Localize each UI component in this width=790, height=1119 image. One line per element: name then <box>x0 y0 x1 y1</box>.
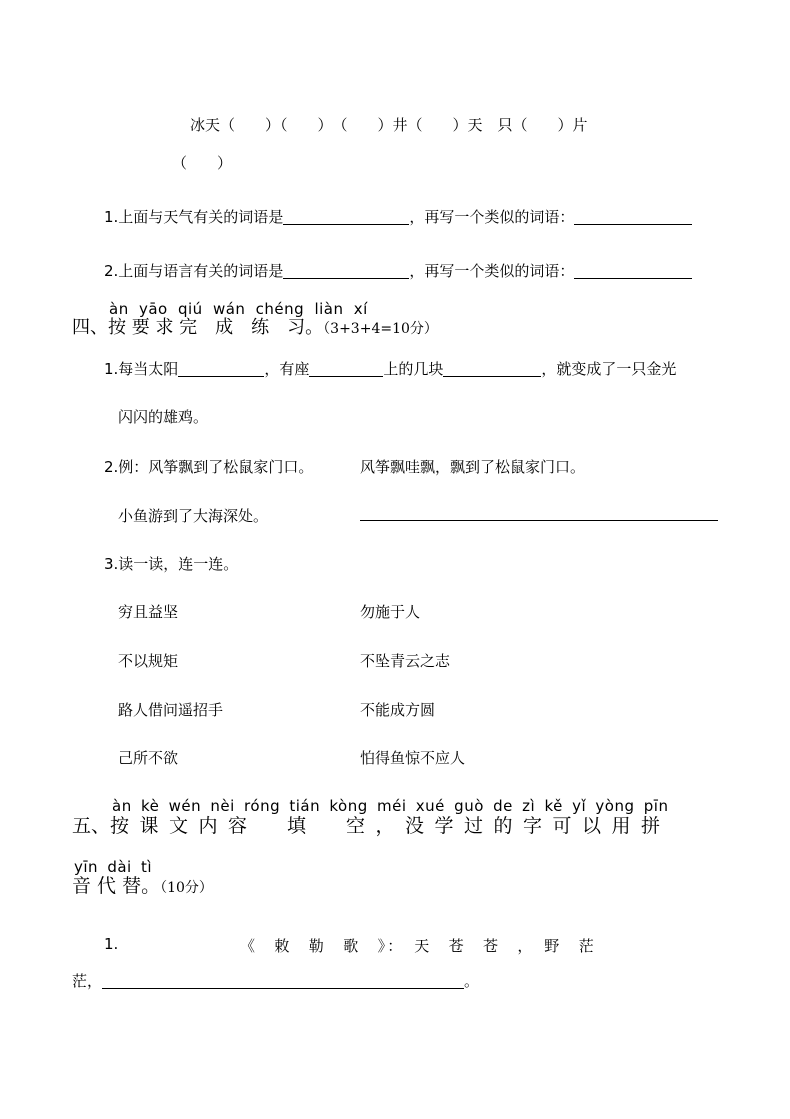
section-5-pinyin-line1: àn kè wén nèi róng tián kòng méi xué guò de zì kě yǐ yòng pīn <box>112 797 669 815</box>
item-4-2-example: 2.例：风筝飘到了松鼠家门口。 <box>104 458 314 476</box>
match-right-item[interactable]: 怕得鱼惊不应人 <box>360 749 466 767</box>
item-4-1-continuation: 闪闪的雄鸡。 <box>118 408 209 426</box>
fill-row-line1: 冰天（ ）（ ） （ ）井（ ）天 只（ ）片 <box>190 116 588 134</box>
section-4-title: 按 要 求 完 成 练 习。 <box>108 317 324 338</box>
fill-row-line2: （ ） <box>172 154 233 172</box>
answer-blank[interactable] <box>178 360 264 377</box>
answer-blank[interactable] <box>574 208 692 225</box>
item-4-1-text-a: 1.每当太阳 <box>104 360 179 378</box>
answer-blank[interactable] <box>283 208 409 225</box>
item-5-1-line2-end: 。 <box>464 972 480 990</box>
item-5-1-line2-start: 茫， <box>72 972 103 990</box>
item-4-1-text-b: ，有座 <box>264 360 310 378</box>
match-right-item[interactable]: 勿施于人 <box>360 603 421 621</box>
section-5-title-line1: 按课文内容 填 空，没学过的字可以用拼 <box>110 815 671 837</box>
item-4-2-question: 小鱼游到了大海深处。 <box>118 507 269 525</box>
answer-blank[interactable] <box>309 360 383 377</box>
item-5-1-line2 <box>72 970 479 991</box>
answer-blank[interactable] <box>283 262 409 279</box>
item-4-1 <box>104 358 676 379</box>
item-4-1-text-d: ，就变成了一只金光 <box>541 360 677 378</box>
answer-blank[interactable] <box>102 972 464 989</box>
section-5-heading-line2 <box>72 871 213 898</box>
question-1-mid: ，再写一个类似的词语： <box>409 208 575 226</box>
match-left-item[interactable]: 己所不欲 <box>118 749 179 767</box>
item-4-3-title: 3.读一读，连一连。 <box>104 555 239 573</box>
section-4-pinyin: àn yāo qiú wán chéng liàn xí <box>109 300 368 318</box>
section-5-heading-line1 <box>72 811 671 838</box>
section-4-heading <box>72 313 438 339</box>
answer-blank[interactable] <box>443 360 541 377</box>
question-1-prefix: 1.上面与天气有关的词语是 <box>104 208 284 226</box>
answer-blank[interactable] <box>574 262 692 279</box>
section-4-number: 四、 <box>72 317 108 338</box>
section-4-score: （3+3+4=10分） <box>323 321 438 337</box>
item-5-1-text: 《 敕 勒 歌 》： 天 苍 苍 ， 野 茫 <box>240 937 596 955</box>
match-left-item[interactable]: 穷且益坚 <box>118 603 179 621</box>
item-5-1-number: 1. <box>104 935 119 953</box>
section-5-number: 五、 <box>72 815 111 837</box>
match-right-item[interactable]: 不能成方圆 <box>360 701 436 719</box>
question-2-prefix: 2.上面与语言有关的词语是 <box>104 262 284 280</box>
match-left-item[interactable]: 不以规矩 <box>118 652 179 670</box>
item-4-1-text-c: 上的几块 <box>383 360 444 378</box>
section-5-pinyin-line2: yīn dài tì <box>74 858 153 876</box>
section-5-title-line2: 音 代 替。 <box>72 875 161 897</box>
question-1 <box>104 206 692 227</box>
section-5-score: （10分） <box>160 880 213 896</box>
match-right-item[interactable]: 不坠青云之志 <box>360 652 451 670</box>
question-2 <box>104 260 692 281</box>
match-left-item[interactable]: 路人借问遥招手 <box>118 701 224 719</box>
question-2-mid: ，再写一个类似的词语： <box>409 262 575 280</box>
answer-line[interactable] <box>360 520 718 521</box>
item-4-2-example-answer: 风筝飘哇飘，飘到了松鼠家门口。 <box>360 458 586 476</box>
